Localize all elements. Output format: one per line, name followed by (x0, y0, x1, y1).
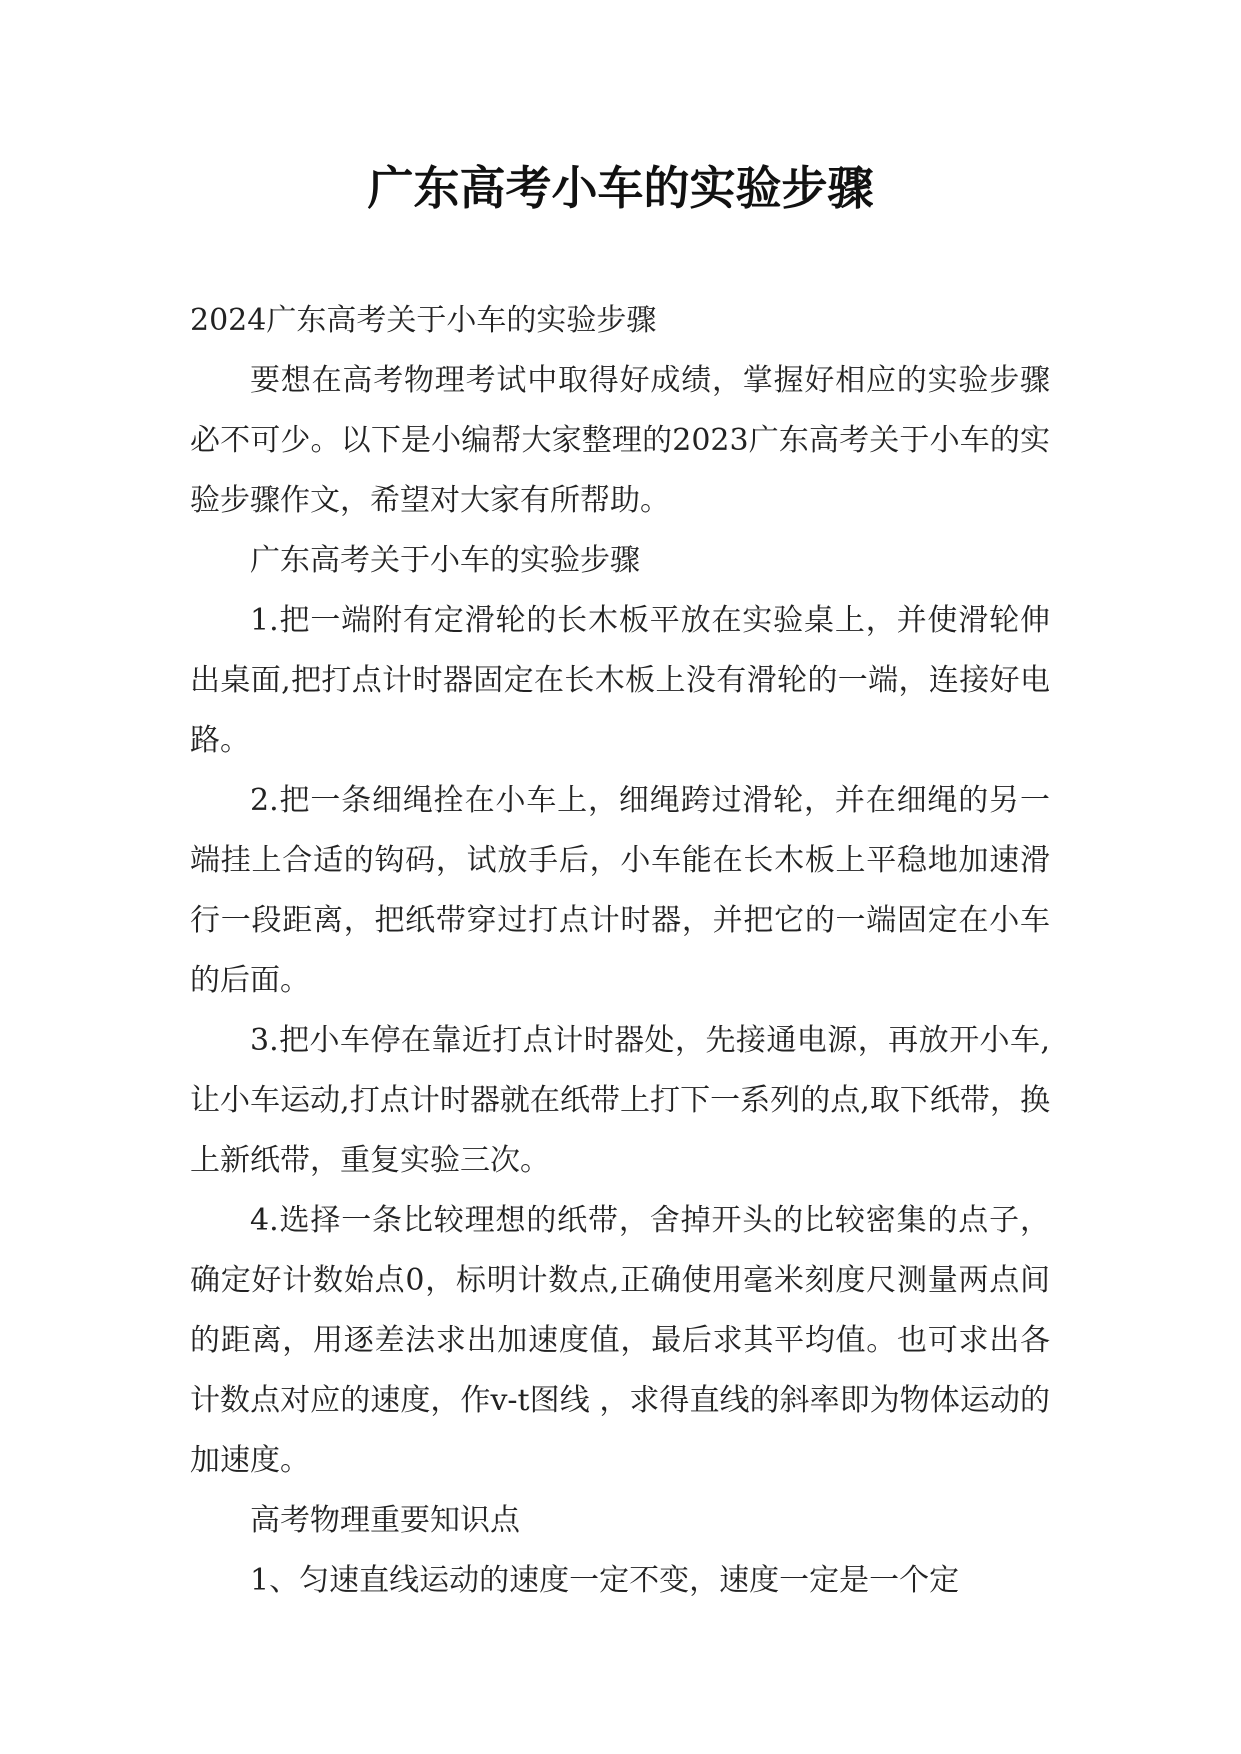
document-body (190, 291, 1050, 1611)
document-title: 广东高考小车的实验步骤 (367, 161, 874, 215)
paragraph-subheading: 广东高考关于小车的实验步骤 (250, 543, 640, 578)
paragraph-knowledge-1: 1、匀速直线运动的速度一定不变，速度一定是一个定 (250, 1563, 960, 1598)
paragraph-step-3: 3.把小车停在靠近打点计时器处，先接通电源，再放开小车,让小车运动,打点计时器就在纸带上打下一系列的点,取下纸带，换上新纸带，重复实验三次。 (190, 1023, 1050, 1178)
paragraph-step-4: 4.选择一条比较理想的纸带，舍掉开头的比较密集的点子，确定好计数始点0，标明计数点,正确使用毫米刻度尺测量两点间的距离，用逐差法求出加速度值，最后求其平均值。也可求出各计数点对应的速度，作v-t图线 ，求得直线的斜率即为物体运动的加速度。 (190, 1203, 1050, 1478)
paragraph-step-1: 1.把一端附有定滑轮的长木板平放在实验桌上，并使滑轮伸出桌面,把打点计时器固定在长木板上没有滑轮的一端，连接好电路。 (190, 603, 1050, 758)
paragraph-step-2: 2.把一条细绳拴在小车上，细绳跨过滑轮，并在细绳的另一端挂上合适的钩码，试放手后，小车能在长木板上平稳地加速滑行一段距离，把纸带穿过打点计时器，并把它的一端固定在小车的后面。 (190, 783, 1050, 998)
paragraph-heading-2024: 2024广东高考关于小车的实验步骤 (190, 303, 657, 338)
paragraph-knowledge-heading: 高考物理重要知识点 (250, 1503, 520, 1538)
paragraph-intro: 要想在高考物理考试中取得好成绩，掌握好相应的实验步骤必不可少。以下是小编帮大家整理的2023广东高考关于小车的实验步骤作文，希望对大家有所帮助。 (190, 363, 1050, 518)
